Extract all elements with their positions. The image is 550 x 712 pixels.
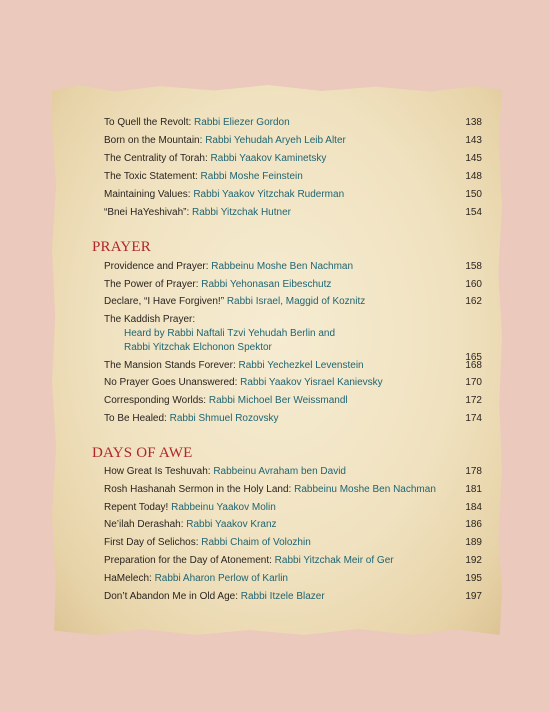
entry-page: 170 <box>465 377 482 388</box>
toc-entry[interactable] <box>104 258 482 276</box>
entry-title: The Mansion Stands Forever: <box>104 360 239 371</box>
entry-author: Rabbi Yitzchak Elchonon Spektor <box>124 342 272 353</box>
entry-author: Rabbi Moshe Feinstein <box>200 171 303 182</box>
entry-title: Don’t Abandon Me in Old Age: <box>104 591 241 602</box>
entry-page: 192 <box>465 555 482 566</box>
entry-title: The Power of Prayer: <box>104 279 202 290</box>
entry-author: Rabbi Chaim of Volozhin <box>201 537 311 548</box>
entry-page: 168 <box>465 360 482 371</box>
entry-page: 174 <box>465 413 482 424</box>
toc-entry[interactable] <box>104 570 482 588</box>
section-heading-prayer: PRAYER <box>92 239 152 255</box>
entry-author: Rabbi Aharon Perlow of Karlin <box>154 573 288 584</box>
entry-title: Maintaining Values: <box>104 189 194 200</box>
entry-title: Corresponding Worlds: <box>104 395 209 406</box>
entry-page: 189 <box>465 537 482 548</box>
entry-title: Preparation for the Day of Atonement: <box>104 555 275 566</box>
entry-author: Rabbeinu Moshe Ben Nachman <box>211 261 354 272</box>
entry-author: Rabbi Shmuel Rozovsky <box>169 413 279 424</box>
toc-entry[interactable] <box>104 499 482 517</box>
entry-page: 148 <box>465 171 482 182</box>
entry-page: 160 <box>465 279 482 290</box>
toc-entry[interactable] <box>104 463 482 481</box>
entry-title: Repent Today! <box>104 502 172 513</box>
entry-page: 165 <box>465 352 482 363</box>
entry-page: 178 <box>465 466 482 477</box>
entry-title: Ne’ilah Derashah: <box>104 519 187 530</box>
entry-author: Rabbi Yitzchak Meir of Ger <box>274 555 394 566</box>
entry-title: Born on the Mountain: <box>104 135 206 146</box>
entry-page: 181 <box>465 484 482 495</box>
entry-page: 197 <box>465 591 482 602</box>
toc-entry[interactable] <box>104 293 482 311</box>
entry-title: The Kaddish Prayer: <box>104 314 196 325</box>
entry-page: 138 <box>465 117 482 128</box>
toc-entry[interactable] <box>104 276 482 294</box>
entry-title: Declare, “I Have Forgiven!” <box>104 296 227 307</box>
entry-author: Rabbeinu Avraham ben David <box>213 466 346 477</box>
entry-author: Rabbi Yaakov Kranz <box>186 519 277 530</box>
entry-author: Rabbeinu Yaakov Molin <box>171 502 276 513</box>
toc-entry[interactable] <box>104 114 482 132</box>
entry-title: To Quell the Revolt: <box>104 117 195 128</box>
entry-author: Rabbi Eliezer Gordon <box>194 117 290 128</box>
entry-title: The Centrality of Torah: <box>104 153 211 164</box>
entry-author: Rabbi Yitzchak Hutner <box>192 207 291 218</box>
entry-page: 162 <box>465 296 482 307</box>
toc-entry[interactable] <box>104 168 482 186</box>
entry-title: No Prayer Goes Unanswered: <box>104 377 241 388</box>
section-heading-days-of-awe: DAYS OF AWE <box>92 445 193 461</box>
entry-title: “Bnei HaYeshivah”: <box>104 207 193 218</box>
toc-entry[interactable] <box>104 392 482 410</box>
entry-title: The Toxic Statement: <box>104 171 201 182</box>
entry-title: Providence and Prayer: <box>104 261 212 272</box>
entry-title: To Be Healed: <box>104 413 170 424</box>
entry-author: Rabbi Yaakov Kaminetsky <box>210 153 327 164</box>
entry-page: 150 <box>465 189 482 200</box>
toc-entry[interactable] <box>104 410 482 428</box>
entry-author: Rabbi Yehudah Aryeh Leib Alter <box>205 135 346 146</box>
toc-entry[interactable] <box>104 516 482 534</box>
entry-author: Rabbi Michoel Ber Weissmandl <box>208 395 348 406</box>
entry-page: 195 <box>465 573 482 584</box>
entry-author: Rabbi Yehonasan Eibeschutz <box>201 279 332 290</box>
entry-page: 186 <box>465 519 482 530</box>
toc-entry[interactable] <box>104 204 482 222</box>
entry-author: Rabbeinu Moshe Ben Nachman <box>294 484 436 495</box>
toc-entry[interactable] <box>104 150 482 168</box>
toc-entry[interactable] <box>104 186 482 204</box>
entry-author: Rabbi Yaakov Yisrael Kanievsky <box>240 377 383 388</box>
entry-page: 172 <box>465 395 482 406</box>
entry-author: Rabbi Israel, Maggid of Koznitz <box>226 296 366 307</box>
entry-title: How Great Is Teshuvah: <box>104 466 214 477</box>
entry-page: 158 <box>465 261 482 272</box>
entry-author: Heard by Rabbi Naftali Tzvi Yehudah Berlin and <box>124 328 336 339</box>
toc-entry[interactable] <box>104 588 482 606</box>
toc-entry[interactable] <box>104 357 482 375</box>
toc-entry[interactable] <box>104 481 482 499</box>
toc-entry[interactable] <box>104 374 482 392</box>
entry-title: Rosh Hashanah Sermon in the Holy Land: <box>104 484 295 495</box>
entry-title: HaMelech: <box>104 573 155 584</box>
entry-page: 143 <box>465 135 482 146</box>
entry-title: First Day of Selichos: <box>104 537 202 548</box>
entry-author: Rabbi Yechezkel Levenstein <box>238 360 364 371</box>
entry-author: Rabbi Yaakov Yitzchak Ruderman <box>193 189 345 200</box>
toc-entry[interactable] <box>104 534 482 552</box>
toc-entry[interactable] <box>104 132 482 150</box>
entry-page: 184 <box>465 502 482 513</box>
entry-author: Rabbi Itzele Blazer <box>240 591 325 602</box>
entry-page: 145 <box>465 153 482 164</box>
entry-page: 154 <box>465 207 482 218</box>
toc-entry[interactable] <box>104 552 482 570</box>
